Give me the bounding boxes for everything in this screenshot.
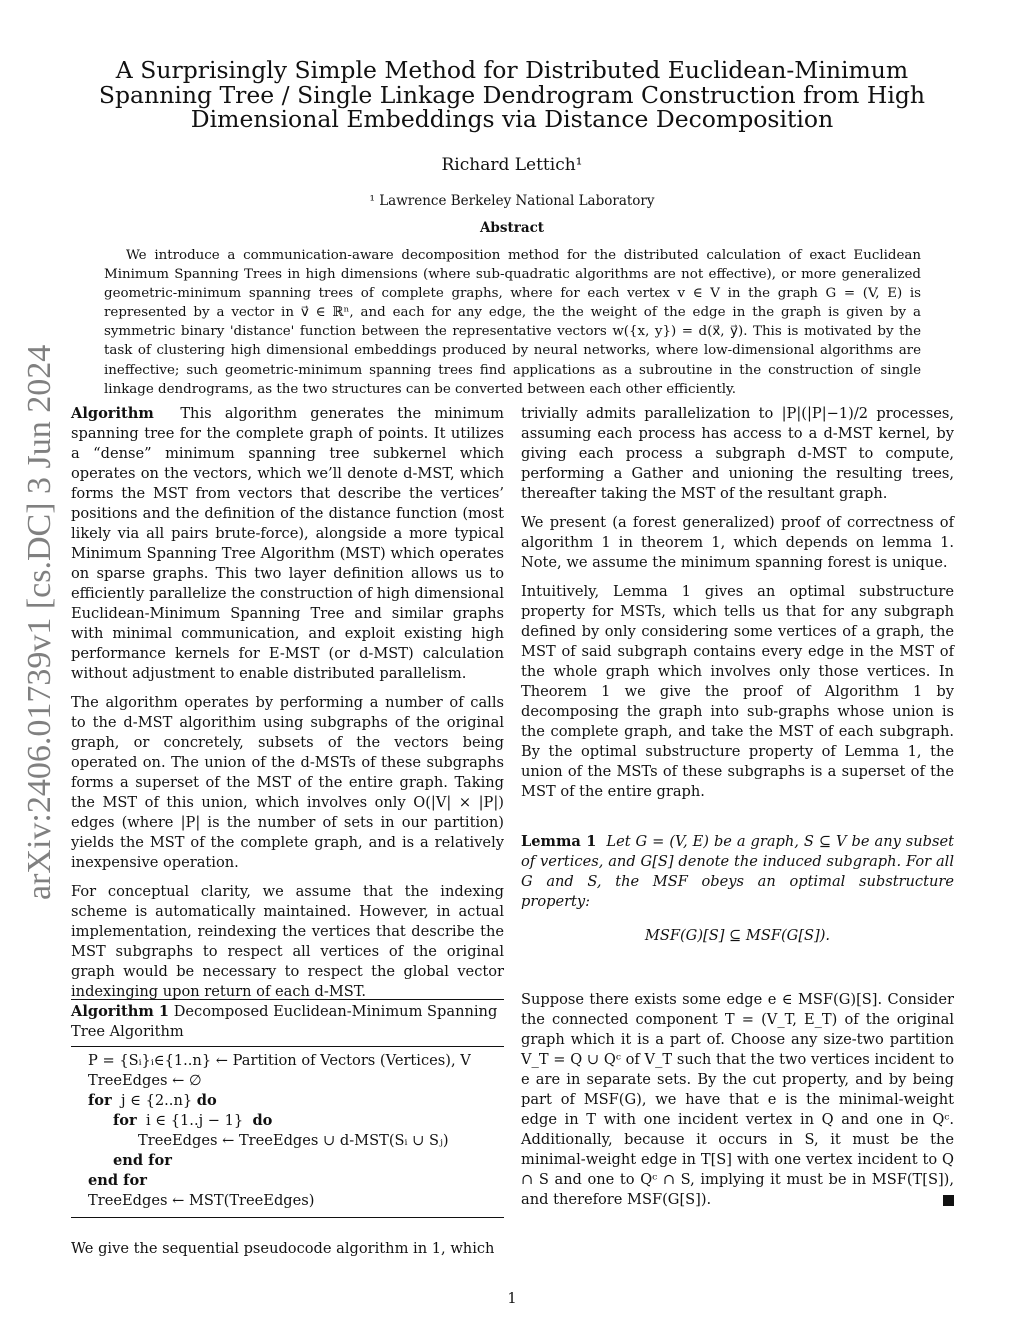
sequential-pseudocode-sentence: We give the sequential pseudocode algorithm in 1, which xyxy=(71,1240,495,1257)
author-name: Richard Lettich¹ xyxy=(441,155,583,175)
proof-text: Suppose there exists some edge e ∈ MSF(G)[S]. Consider the connected component T = (V_T, E_T) of the original graph which it is a part of. Choose any size-two partition V_T = Q ∪ Qᶜ of V_T such that the two vertices incident to e are in separate sets. By the cut property, and by being part of MSF(G), we have that e is the minimal-weight edge in T with one incident vertex in Q and one in Qᶜ. Additionally, because it occurs in S, it must be the minimal-weight edge in T[S] with one vertex incident to Q ∩ S and one to Qᶜ ∩ S, implying it must be in MSF(T[S]), and therefore MSF(G[S]). xyxy=(521,991,954,1208)
pseudocode-line: P = {Sᵢ}ᵢ∈{1..n} ← Partition of Vectors (Vertices), V xyxy=(88,1052,471,1069)
right-column xyxy=(521,404,954,811)
keyword: do xyxy=(252,1112,273,1129)
pseudocode-line: end for xyxy=(88,1172,147,1189)
lemma-1 xyxy=(521,832,954,912)
abstract-body: We introduce a communication-aware decomposition method for the distributed calculation of exact Euclidean Minimum Spanning Trees in high dimensions (where sub-quadratic algorithms are not effective), or more generalized geometric-minimum spanning trees of complete graphs, where for each vertex v ∈ V in the graph G = (V, E) is represented by a vector in v⃗ ∈ ℝⁿ, and each for any edge, the the weight of the edge in the graph is given by a symmetric binary 'distance' function between the representative vectors w({x, y}) = d(x⃗, y⃗). This is motivated by the task of clustering high dimensional embeddings produced by neural networks, where low-dimensional algorithms are ineffective; such geometric-minimum spanning trees find applications as a subroutine in the construction of single linkage dendrograms, as the two structures can be converted between each other efficiently. xyxy=(104,248,921,397)
lemma-equation: MSF(G)[S] ⊆ MSF(G[S]). xyxy=(644,927,831,944)
algorithm-caption-text: Decomposed Euclidean-Minimum Spanning Tree Algorithm xyxy=(71,1003,498,1040)
algorithm-operation-paragraph: The algorithm operates by performing a number of calls to the d-MST algorithim using subgraphs of the original graph, or concretely, subsets of the vectors being operated on. The union of the d-MSTs of these subgraphs forms a superset of the MST of the entire graph. Taking the MST of this union, which involves only O(|V| × |P|) edges (where |P| is the number of sets in our partition) yields the MST of the complete graph, and is a relatively inexpensive operation. xyxy=(71,694,504,871)
loop-range: i ∈ {1..j − 1} xyxy=(145,1112,244,1129)
algorithm-1-box xyxy=(71,999,504,1218)
arxiv-identifier-stamp: arXiv:2406.01739v1 [cs.DC] 3 Jun 2024 xyxy=(21,344,58,900)
algorithm-caption-label: Algorithm 1 xyxy=(71,1003,170,1020)
pseudocode-line xyxy=(71,1111,504,1131)
pseudocode-line: TreeEdges ← ∅ xyxy=(88,1072,202,1089)
pseudocode-line: TreeEdges ← MST(TreeEdges) xyxy=(88,1192,315,1209)
proof-overview-paragraph: We present (a forest generalized) proof of correctness of algorithm 1 in theorem 1, which depends on lemma 1. Note, we assume the minimum spanning forest is unique. xyxy=(521,514,954,571)
keyword: do xyxy=(196,1092,217,1109)
keyword: for xyxy=(88,1092,112,1109)
lemma-proof xyxy=(521,990,954,1210)
algorithm-overview-paragraph xyxy=(71,404,504,684)
page-number: 1 xyxy=(507,1290,517,1307)
lemma-label: Lemma 1 xyxy=(521,833,597,850)
keyword: for xyxy=(113,1112,137,1129)
paper-title: A Surprisingly Simple Method for Distributed Euclidean-Minimum Spanning Tree / Single Linkage Dendrogram Construction from High Dimensional Embeddings via Distance Decomposition xyxy=(98,56,926,133)
abstract-heading: Abstract xyxy=(479,220,545,236)
intuition-paragraph: Intuitively, Lemma 1 gives an optimal substructure property for MSTs, which tells us that for any subgraph defined by only considering some vertices of a graph, the MST of said subgraph contains every edge in the MST of the whole graph which involves only those vertices. In Theorem 1 we give the proof of Algorithm 1 by decomposing the graph into sub-graphs whose union is the complete graph, and take the MST of each subgraph. By the optimal substructure property of Lemma 1, the union of the MSTs of these subgraphs is a superset of the MST of the entire graph. xyxy=(521,583,954,800)
algorithm-caption xyxy=(71,1000,504,1047)
left-column xyxy=(71,404,504,1011)
indexing-scheme-paragraph: For conceptual clarity, we assume that the indexing scheme is automatically maintained. However, in actual implementation, reindexing the vertices that describe the MST subgraphs to respect all vertices of the original graph would be necessary to respect the global vector indexinging upon return of each d-MST. xyxy=(71,883,504,1000)
lemma-statement: Let G = (V, E) be a graph, S ⊆ V be any subset of vertices, and G[S] denote the induced subgraph. For all G and S, the MSF obeys an optimal substructure property: xyxy=(521,833,955,910)
author-affiliation: ¹ Lawrence Berkeley National Laboratory xyxy=(369,193,655,209)
pseudocode-line: end for xyxy=(113,1152,172,1169)
parallelization-paragraph: trivially admits parallelization to |P|(|P|−1)/2 processes, assuming each process has access to a d-MST kernel, by giving each process a subgraph d-MST to compute, performing a Gather and unioning the resulting trees, thereafter taking the MST of the resultant graph. xyxy=(521,405,954,502)
paragraph-run-in-heading: Algorithm xyxy=(71,405,154,422)
pseudocode-line xyxy=(71,1091,504,1111)
qed-square-icon xyxy=(943,1195,954,1206)
pseudocode-line: TreeEdges ← TreeEdges ∪ d-MST(Sᵢ ∪ Sⱼ) xyxy=(138,1132,449,1149)
loop-range: j ∈ {2..n} xyxy=(120,1092,193,1109)
paragraph-text: This algorithm generates the minimum spanning tree for the complete graph of points. It utilizes a “dense” minimum spanning tree subkernel which operates on the vectors, which we’ll denote d-MST, which forms the MST from vectors that describe the vertices’ positions and the definition of the distance function (most likely via all pairs brute-force), alongside a more typical Minimum Spanning Tree Algorithm (MST) which operates on sparse graphs. This two layer definition allows us to efficiently parallelize the construction of high dimensional Euclidean-Minimum Spanning Tree and similar graphs with minimal communication, and exploit existing high performance kernels for E-MST (or d-MST) calculation without adjustment to enable distributed parallelism. xyxy=(71,405,504,682)
algorithm-pseudocode xyxy=(71,1047,504,1217)
